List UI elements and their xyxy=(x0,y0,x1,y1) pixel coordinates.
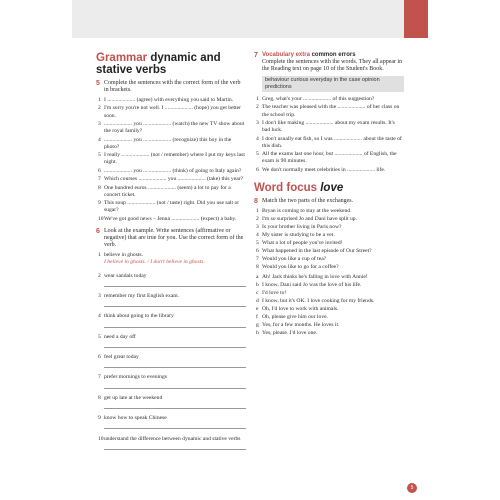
answer-line[interactable] xyxy=(104,362,246,368)
item-text: prefer mornings to evenings xyxy=(104,374,167,381)
exercise-8-answers xyxy=(254,274,404,337)
item-text: Yes, please. I'd love one. xyxy=(262,330,318,337)
item-number: 2 xyxy=(98,105,101,112)
exercise-item xyxy=(96,216,246,223)
exercise-6-header xyxy=(96,228,246,249)
exercise-7-items xyxy=(254,96,404,174)
item-text: .................... you .................... (watch) the new TV show about the royal family? xyxy=(104,120,245,135)
item-text: Yes, for a few months. He loves it. xyxy=(262,322,340,329)
exercise-item xyxy=(96,121,246,135)
item-text: I know, Dani said Jo was the love of his life. xyxy=(262,282,362,289)
exercise-5-instruction: Complete the sentences with the correct form of the verb in brackets. xyxy=(104,80,241,93)
item-number: 3 xyxy=(98,120,101,127)
exercise-item xyxy=(96,252,246,266)
answer-option xyxy=(254,282,404,289)
exercise-item xyxy=(96,395,246,409)
item-number: 7 xyxy=(98,176,101,183)
item-text: This soup .................... (not / taste) right. Did you use salt or sugar? xyxy=(104,200,240,214)
exercise-item xyxy=(96,354,246,368)
answer-line[interactable] xyxy=(104,342,246,348)
exercise-item xyxy=(96,293,246,307)
item-number: 4 xyxy=(256,135,259,142)
answer-line[interactable] xyxy=(104,322,246,328)
item-text: Would you like to go for a coffee? xyxy=(262,263,339,270)
item-text: The teacher was pleased with the .................... of her class on the school trip. xyxy=(262,104,400,118)
answer-line[interactable] xyxy=(104,301,246,307)
item-number: 4 xyxy=(256,231,259,238)
exercise-item xyxy=(254,136,404,150)
item-text: What happened in the last episode of Our Street? xyxy=(262,247,372,254)
answer-line[interactable] xyxy=(104,423,246,429)
item-number: 10 xyxy=(98,215,104,222)
item-text: I'd love to! xyxy=(262,290,287,297)
item-number: 2 xyxy=(98,272,101,279)
item-number: 7 xyxy=(256,255,259,262)
item-text: My sister is studying to be a vet. xyxy=(262,231,335,238)
item-text: understand the difference between dynamic and stative verbs xyxy=(104,435,241,442)
item-number: 4 xyxy=(98,313,101,320)
item-text: One hundred euros .................... (seem) a lot to pay for a concert ticket. xyxy=(104,184,231,198)
item-number: 8 xyxy=(98,184,101,191)
answer-option xyxy=(254,322,404,329)
exercise-item xyxy=(254,232,404,239)
item-text: Ah! Jack thinks he's falling in love with Annie! xyxy=(262,274,368,281)
exercise-item xyxy=(254,264,404,271)
exercise-8-instruction: Match the two parts of the exchanges. xyxy=(262,197,354,204)
answer-line[interactable] xyxy=(104,383,246,389)
exercise-8-items xyxy=(254,208,404,271)
page-number: 5 xyxy=(407,483,417,493)
exercise-item xyxy=(96,185,246,199)
item-text: I .................... (agree) with everything you said to Martin. xyxy=(104,97,234,103)
exercise-item xyxy=(96,97,246,104)
item-number: 8 xyxy=(98,394,101,401)
item-text: think about going to the library xyxy=(104,313,174,320)
grammar-title xyxy=(96,52,246,76)
exercise-item xyxy=(254,120,404,134)
exercise-item xyxy=(96,176,246,183)
answer-option xyxy=(254,314,404,321)
answer-option xyxy=(254,298,404,305)
item-number: 1 xyxy=(98,97,101,103)
answer-option xyxy=(254,306,404,313)
item-number: 4 xyxy=(98,136,101,143)
item-text: Greg, what's your .................... of this suggestion? xyxy=(262,96,375,102)
header-band xyxy=(72,0,404,38)
item-text: remember my first English exam. xyxy=(104,292,180,299)
item-number: 6 xyxy=(98,354,101,361)
left-column xyxy=(96,52,246,456)
item-number: 6 xyxy=(98,167,101,174)
exercise-6-items xyxy=(96,252,246,450)
exercise-item xyxy=(254,96,404,103)
item-text: .................... you .................... (think) of going to Italy again? xyxy=(104,167,242,174)
exercise-5-items xyxy=(96,97,246,223)
exercise-8-number: 8 xyxy=(254,197,258,205)
item-number: 6 xyxy=(256,166,259,173)
item-number: 2 xyxy=(256,215,259,222)
word-focus-title-red: Word focus xyxy=(254,181,318,194)
exercise-item xyxy=(254,104,404,118)
item-number: 6 xyxy=(256,247,259,254)
exercise-5-header xyxy=(96,80,246,94)
section-tab xyxy=(404,0,428,38)
item-text: believe in ghosts. xyxy=(104,251,143,258)
item-text: Bryan is coming to stay at the weekend. xyxy=(262,207,352,214)
item-text: Oh, please give him our love. xyxy=(262,314,329,321)
item-number: 9 xyxy=(98,200,101,207)
item-number: e xyxy=(256,306,259,313)
grammar-title-rest: dynamic and stative verbs xyxy=(96,52,221,76)
word-box: behaviour curious everyday in the case opinion predictions xyxy=(262,76,404,92)
item-number: d xyxy=(256,298,259,305)
exercise-7-number: 7 xyxy=(254,52,258,59)
item-number: 1 xyxy=(98,251,101,258)
exercise-7-header xyxy=(254,52,404,73)
exercise-item xyxy=(254,240,404,247)
item-text: feel great today xyxy=(104,354,139,361)
item-number: 5 xyxy=(256,239,259,246)
exercise-item xyxy=(96,168,246,175)
item-number: 9 xyxy=(98,415,101,422)
exercise-item xyxy=(254,167,404,174)
exercise-item xyxy=(96,334,246,348)
exercise-item xyxy=(96,105,246,119)
exercise-item xyxy=(254,216,404,223)
item-text: wear sandals today xyxy=(104,272,147,279)
answer-option xyxy=(254,290,404,297)
item-text: We've got good news – Jenna .................... (expect) a baby. xyxy=(104,215,237,222)
item-number: 1 xyxy=(256,207,259,214)
item-number: a xyxy=(256,274,259,281)
item-text: I really .................... (not / remember) where I put my keys last night. xyxy=(104,152,245,166)
word-focus-title xyxy=(254,182,404,194)
item-number: 5 xyxy=(98,333,101,340)
exercise-6-number: 6 xyxy=(96,227,100,235)
item-text: I don't like making .................... about my exam results. It's bad luck. xyxy=(262,119,395,134)
grammar-title-red: Grammar xyxy=(96,52,148,64)
item-text: All the exams last one hour, but .................... of English, the exam is 90 minutes. xyxy=(262,151,397,165)
exercise-7-instruction: Complete the sentences with the words. They all appear in the Reading text on page 10 of the Student's Book. xyxy=(262,59,403,72)
item-number: 2 xyxy=(256,104,259,111)
exercise-item xyxy=(96,137,246,151)
exercise-8-header xyxy=(254,198,404,205)
item-number: g xyxy=(256,322,259,329)
exercise-item xyxy=(254,208,404,215)
exercise-item xyxy=(254,151,404,165)
exercise-item xyxy=(96,200,246,214)
item-text: .................... you .................... (recognize) this boy in the photo? xyxy=(104,136,232,150)
exercise-item xyxy=(96,415,246,429)
answer-line[interactable] xyxy=(104,403,246,409)
item-number: b xyxy=(256,282,259,289)
item-number: h xyxy=(256,330,259,337)
answer-option xyxy=(254,274,404,281)
vocab-extra-title: Vocabulary extra xyxy=(262,52,310,58)
item-text: know how to speak Chinese xyxy=(104,415,167,422)
item-text: Oh, I'd love to work with animals. xyxy=(262,306,339,313)
exercise-5-number: 5 xyxy=(96,80,100,87)
exercise-item xyxy=(96,313,246,327)
item-number: c xyxy=(256,290,259,297)
exercise-item xyxy=(96,273,246,287)
item-text: need a day off xyxy=(104,333,136,340)
right-column xyxy=(254,52,404,338)
exercise-item xyxy=(96,374,246,388)
exercise-item xyxy=(96,152,246,166)
exercise-item xyxy=(254,248,404,255)
item-number: 3 xyxy=(256,119,259,126)
item-text: Is your brother living in Paris now? xyxy=(262,223,342,230)
item-text: What a lot of people you've invited! xyxy=(262,239,343,246)
item-number: f xyxy=(256,314,258,321)
answer-option xyxy=(254,330,404,337)
item-text: I know, but it's OK. I love cooking for my friends. xyxy=(262,298,375,305)
vocab-extra-title-rest: common errors xyxy=(309,52,356,58)
word-focus-title-love: love xyxy=(317,181,344,194)
item-text: get up late at the weekend xyxy=(104,394,163,401)
item-text: We don't normally meet celebrities in .................... life. xyxy=(262,166,386,173)
item-number: 3 xyxy=(98,292,101,299)
item-number: 8 xyxy=(256,263,259,270)
exercise-item xyxy=(254,256,404,263)
example-answer: I believe in ghosts. / I don't believe in ghosts. xyxy=(104,259,205,266)
item-number: 5 xyxy=(98,152,101,159)
item-text: I don't usually eat fish, so I was .................... about the taste of this dish. xyxy=(262,135,402,149)
item-number: 1 xyxy=(256,96,259,102)
item-number: 10 xyxy=(98,435,104,442)
item-text: Would you like a cup of tea? xyxy=(262,255,327,262)
item-text: I'm sorry you're not well. I .................... (hope) you get better soon. xyxy=(104,105,242,119)
item-text: Which courses .................... you .................... (take) this year? xyxy=(104,176,244,183)
answer-line[interactable] xyxy=(104,444,246,450)
exercise-item xyxy=(254,224,404,231)
exercise-6-instruction: Look at the example. Write sentences (affirmative or negative) that are true for you. Use the correct form of the verb. xyxy=(104,227,244,248)
exercise-item xyxy=(96,436,246,450)
item-number: 7 xyxy=(98,374,101,381)
item-number: 3 xyxy=(256,223,259,230)
item-text: I'm so surprised Jo and Dani have split up. xyxy=(262,215,358,222)
item-number: 5 xyxy=(256,151,259,158)
answer-line[interactable] xyxy=(104,281,246,287)
